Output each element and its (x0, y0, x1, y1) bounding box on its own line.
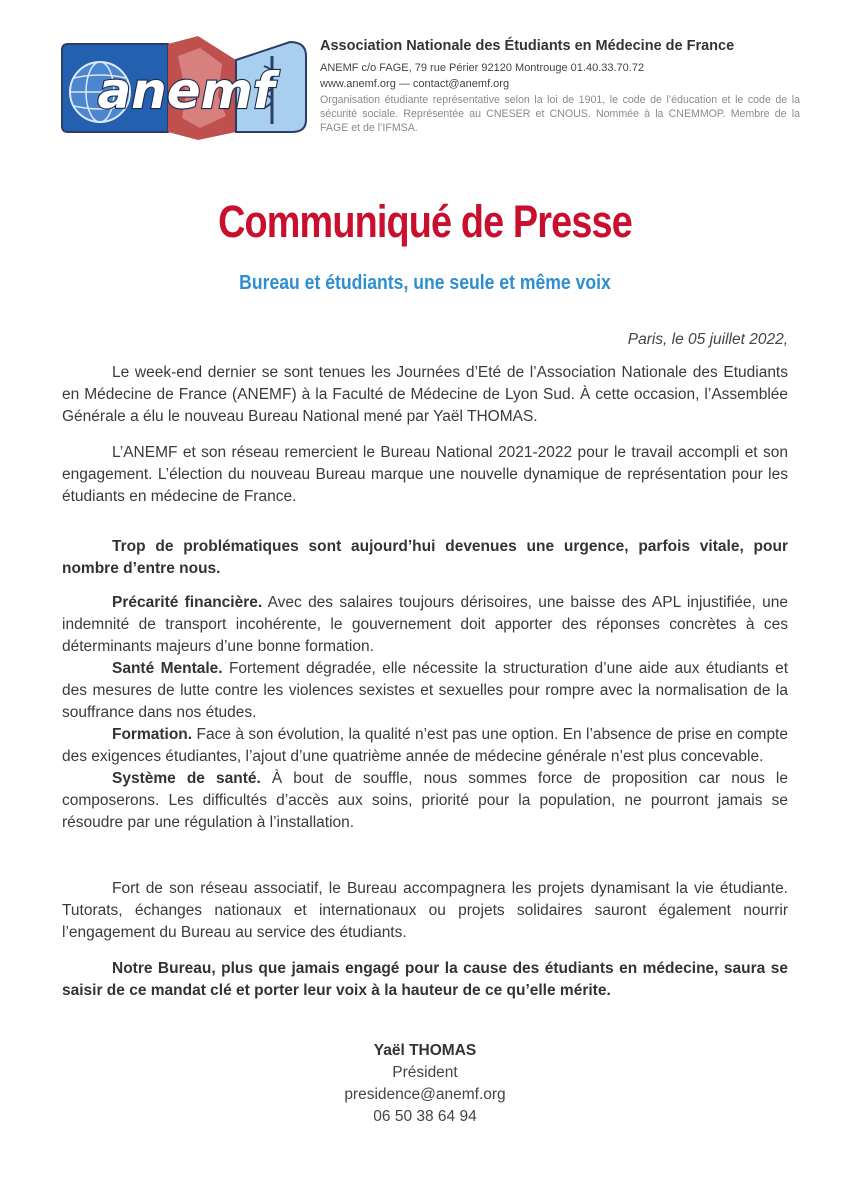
paragraph-intro: Le week-end dernier se sont tenues les Journées d’Eté de l’Association Nationale des Etudiants en Médecine de France (ANEMF) à la Faculté de Médecine de Lyon Sud. À cette occasion, l’Assemblée Générale a élu le nouveau Bureau National mené par Yaël THOMAS. (62, 364, 788, 425)
signatory-phone: 06 50 38 64 94 (373, 1108, 477, 1125)
paragraph-precarite (62, 592, 788, 658)
systeme-sante-heading: Système de santé. (112, 770, 261, 787)
precarite-heading: Précarité financière. (112, 594, 263, 611)
organization-description: Organisation étudiante représentative selon la loi de 1901, le code de l’éducation et le code de la sécurité sociale. Représentée au CNESER et CNOUS. Nommée à la CNEMMOP. Membre de la FAGE et de l’IFMSA. (320, 94, 800, 134)
paragraph-thanks: L’ANEMF et son réseau remercient le Bureau National 2021-2022 pour le travail accompli et son engagement. L’élection du nouveau Bureau marque une nouvelle dynamique de représentation pour les étudiants en médecine de France. (62, 444, 788, 505)
paragraph-sante-mentale (62, 658, 788, 724)
signature-block (0, 1040, 850, 1128)
signatory-role: Président (392, 1064, 458, 1081)
logo-wordmark: anemf (97, 62, 275, 120)
paragraph-conclusion (62, 958, 788, 1002)
document-subtitle: Bureau et étudiants, une seule et même voix (239, 272, 611, 294)
formation-heading: Formation. (112, 726, 193, 743)
paragraph-systeme-sante (62, 768, 788, 834)
precarite-text: Avec des salaires toujours dérisoires, une baisse des APL injustifiée, une indemnité de transport incohérente, le gouvernement doit apporter des réponses concrètes à ces déterminants majeurs d’une bonne formation. (62, 594, 788, 655)
date-line: Paris, le 05 juillet 2022, (627, 331, 788, 348)
conclusion-text: Notre Bureau, plus que jamais engagé pour la cause des étudiants en médecine, saura se saisir de ce mandat clé et porter leur voix à la hauteur de ce qu’elle mérite. (62, 960, 788, 999)
signatory-name: Yaël THOMAS (373, 1042, 477, 1059)
paragraph-urgency (62, 536, 788, 580)
sante-mentale-text: Fortement dégradée, elle nécessite la structuration d’une aide aux étudiants et des mesures de lutte contre les violences sexistes et sexuelles pour rompre avec la normalisation de la souffrance dans nos études. (62, 660, 788, 721)
organization-address: ANEMF c/o FAGE, 79 rue Périer 92120 Montrouge 01.40.33.70.72 (320, 62, 645, 74)
document-title: Communiqué de Presse (218, 196, 632, 247)
press-release-body (62, 362, 788, 1002)
systeme-sante-text: À bout de souffle, nous sommes force de proposition car nous le composerons. Les difficultés d’accès aux soins, priorité pour la population, ne pourront jamais se résoudre par une régulation à l’installation. (62, 770, 788, 831)
signatory-email[interactable]: presidence@anemf.org (344, 1086, 506, 1103)
paragraph-formation (62, 724, 788, 768)
anemf-logo (60, 36, 310, 140)
sante-mentale-heading: Santé Mentale. (112, 660, 223, 677)
paragraph-reseau: Fort de son réseau associatif, le Bureau accompagnera les projets dynamisant la vie étudiante. Tutorats, échanges nationaux et internationaux ou projets solidaires sauront également nourrir l’engagement du Bureau au service des étudiants. (62, 880, 788, 941)
formation-text: Face à son évolution, la qualité n’est pas une option. En l’absence de prise en compte des exigences étudiantes, l’ajout d’une quatrième année de médecine générale n’est plus concevable. (62, 726, 788, 765)
urgency-text: Trop de problématiques sont aujourd’hui devenues une urgence, parfois vitale, pour nombre d’entre nous. (62, 538, 788, 577)
letterhead (60, 34, 800, 144)
organization-name: Association Nationale des Étudiants en Médecine de France (320, 38, 735, 54)
organization-web-contact: www.anemf.org — contact@anemf.org (320, 78, 510, 90)
